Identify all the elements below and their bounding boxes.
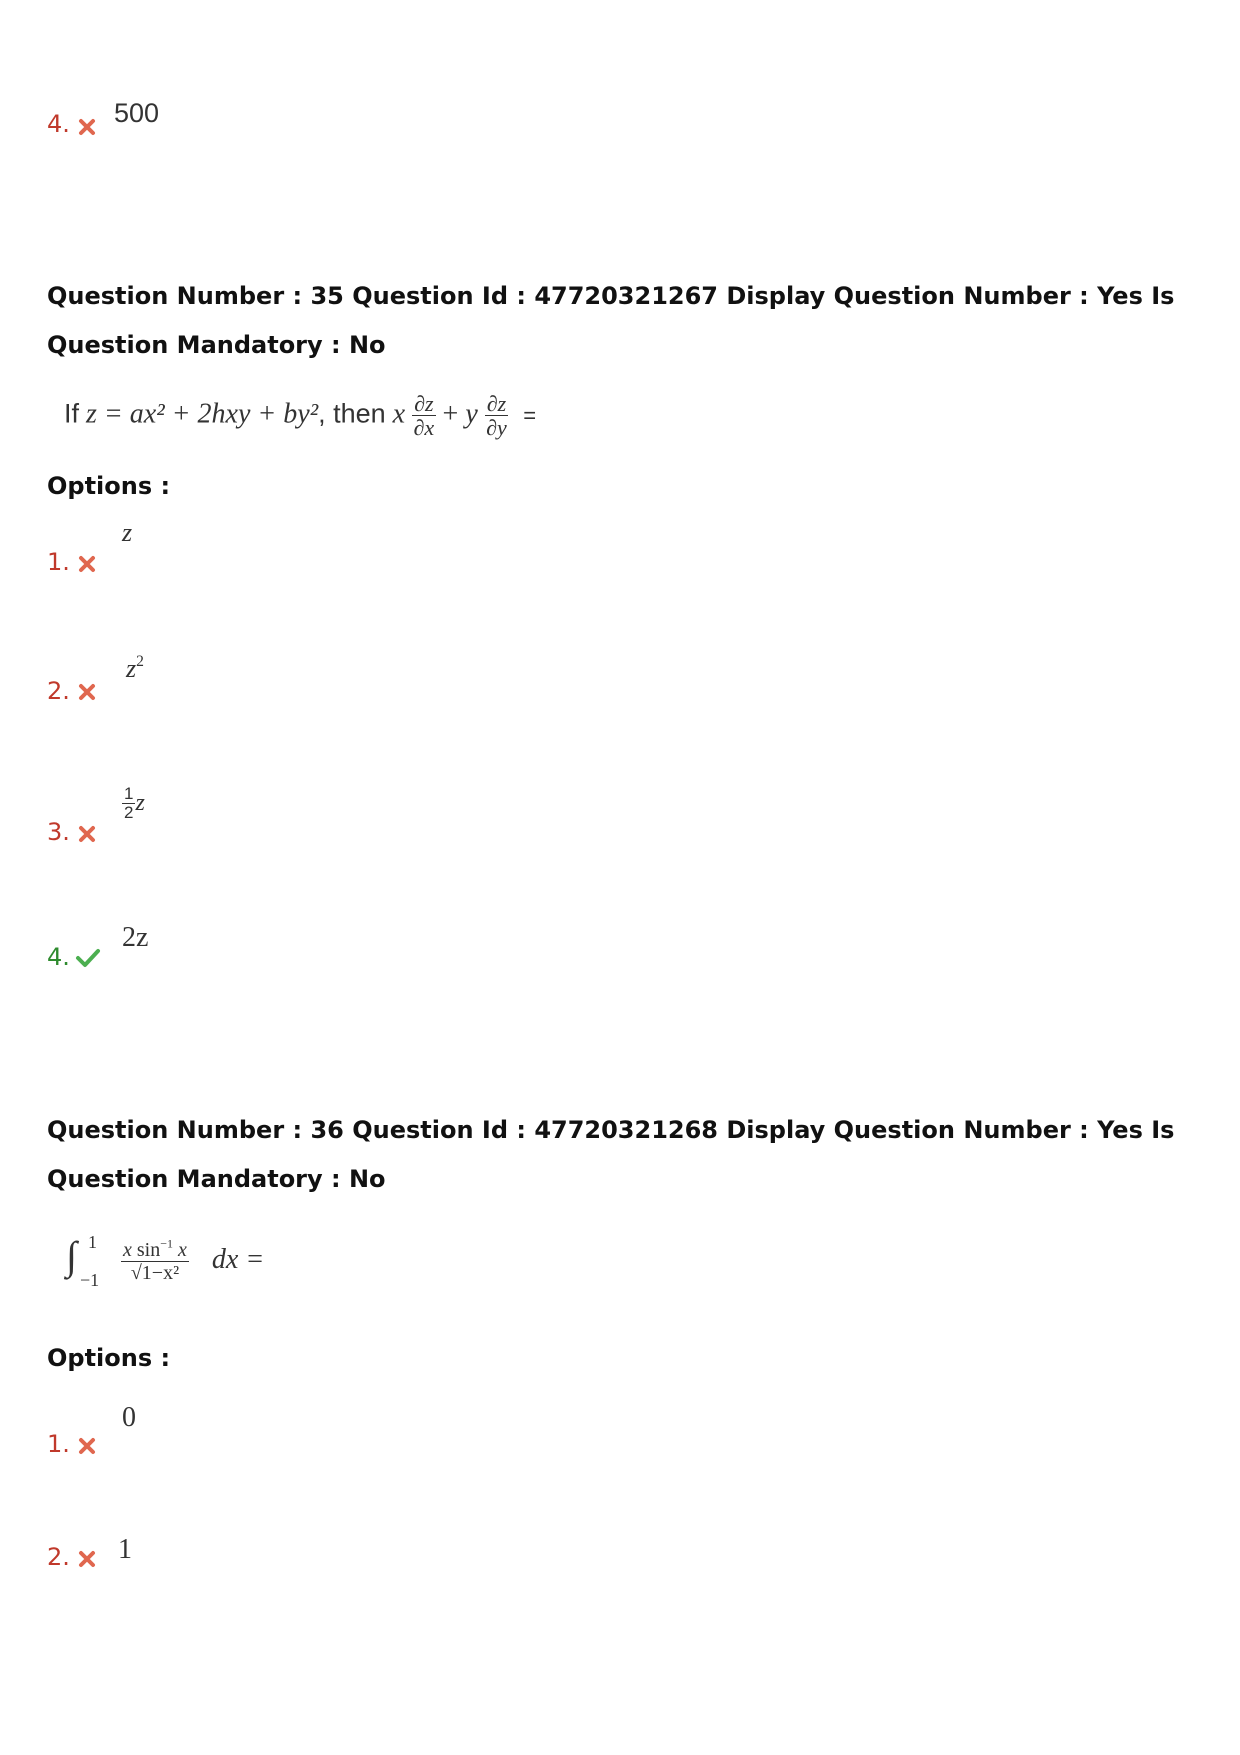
option-number: 2.	[47, 1543, 70, 1571]
option-number: 4.	[47, 943, 70, 971]
wrong-mark-icon	[78, 683, 96, 705]
question-header: Question Number : 36 Question Id : 47720321268 Display Question Number : Yes Is Question Mandatory : No	[47, 1116, 1175, 1193]
option-value: 0	[122, 1402, 136, 1433]
option-value-text: 2z	[122, 922, 149, 953]
denominator: 2	[124, 802, 134, 822]
numerator: ∂z	[486, 391, 507, 416]
option-number: 1.	[47, 548, 70, 576]
num-x: x	[123, 1239, 132, 1261]
option-number: 1.	[47, 1430, 70, 1458]
option-value: 500	[114, 98, 160, 128]
wrong-mark-icon	[78, 118, 96, 140]
stem-y: y	[465, 398, 478, 430]
numerator: ∂z	[414, 391, 434, 416]
option-exponent: 2	[136, 653, 144, 671]
option-value	[122, 922, 148, 954]
denominator: √1−x²	[130, 1262, 180, 1284]
num-fn: sin	[136, 1239, 161, 1261]
option-value	[122, 785, 145, 823]
options-label: Options :	[47, 1344, 171, 1372]
stem-equation: z = ax² + 2hxy + by²	[86, 398, 319, 430]
option-value: z	[122, 518, 133, 547]
num-sup: −1	[160, 1236, 174, 1251]
wrong-mark-icon	[78, 825, 96, 847]
question-stem	[66, 1232, 264, 1292]
option-value: 1	[118, 1534, 132, 1565]
option-number: 3.	[47, 818, 70, 846]
stem-plus: +	[442, 398, 459, 430]
denominator: ∂y	[486, 415, 507, 441]
integral-tail: dx =	[211, 1244, 265, 1276]
denominator: ∂x	[413, 415, 435, 441]
option-base: z	[126, 654, 137, 683]
stem-x: x	[392, 398, 406, 430]
integrand-fraction	[121, 1236, 189, 1284]
integral-symbol: ∫	[66, 1233, 77, 1278]
option-number: 2.	[47, 677, 70, 705]
option-number: 4.	[47, 110, 70, 138]
wrong-mark-icon	[78, 1437, 96, 1459]
stem-connector: , then	[318, 398, 386, 429]
fraction-dz-dy	[485, 392, 508, 440]
wrong-mark-icon	[78, 1550, 96, 1572]
option-variable: z	[135, 790, 145, 817]
check-mark-icon	[75, 947, 101, 973]
options-label: Options :	[47, 472, 171, 500]
integral-sign	[66, 1232, 114, 1292]
integral-lower: −1	[80, 1270, 100, 1290]
wrong-mark-icon	[78, 555, 96, 577]
question-header: Question Number : 35 Question Id : 47720321267 Display Question Number : Yes Is Question Mandatory : No	[47, 282, 1175, 359]
option-fraction	[122, 785, 135, 823]
stem-equals: =	[523, 402, 537, 428]
numerator	[121, 1236, 189, 1262]
fraction-dz-dx	[412, 392, 435, 440]
option-value	[126, 654, 144, 684]
stem-prefix: If	[64, 398, 80, 429]
num-arg: x	[178, 1239, 187, 1261]
integral-upper: 1	[88, 1232, 97, 1252]
question-stem	[64, 392, 536, 440]
numerator: 1	[124, 784, 134, 803]
